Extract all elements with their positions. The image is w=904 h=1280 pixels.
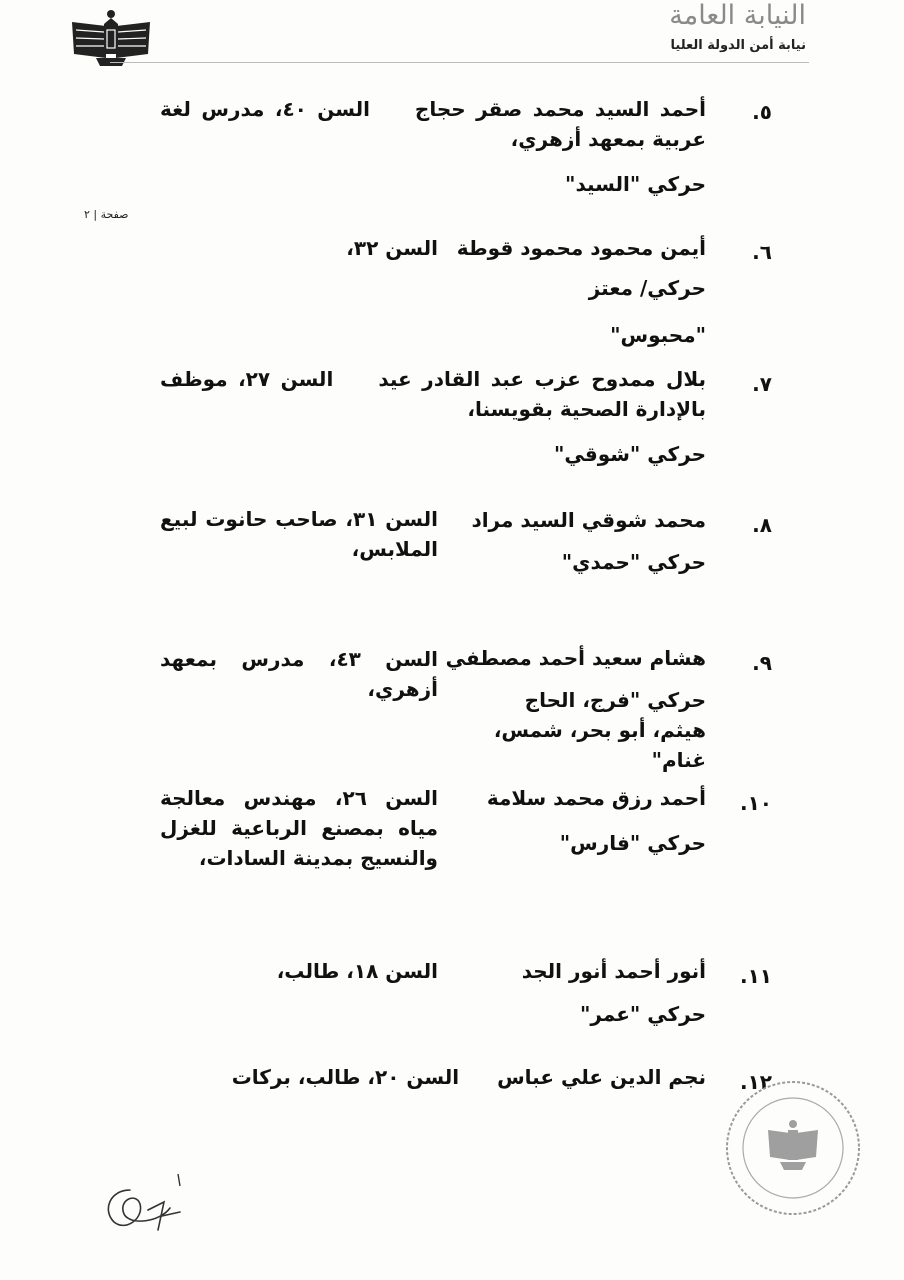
- page-number: صفحة | ٢: [84, 208, 129, 221]
- entry-description: السن ٣١، صاحب حانوت لبيع الملابس،: [160, 507, 438, 561]
- entry-number: ٥.: [752, 100, 772, 124]
- entry-alias: حركي "شوقي": [553, 442, 706, 466]
- entry-description: السن ٢٧، موظف بالإدارة الصحية بقويسنا،: [160, 367, 706, 421]
- entry-description: السن ١٨، طالب،: [276, 959, 438, 983]
- entry-number: ٧.: [752, 372, 772, 396]
- entry-name-desc: [160, 94, 706, 154]
- entry-alias: حركي "السيد": [565, 172, 706, 196]
- entry-name: نجم الدين علي عباس: [497, 1065, 706, 1089]
- entry-name-desc: [160, 364, 706, 424]
- entry-name: أحمد رزق محمد سلامة: [486, 786, 706, 810]
- entry-number: ١٠.: [739, 791, 772, 815]
- entry-number: ١١.: [739, 964, 772, 988]
- entry-number: ٦.: [752, 240, 772, 264]
- entry-name: بلال ممدوح عزب عبد القادر عيد: [378, 367, 707, 391]
- entry-number: ١٢.: [739, 1070, 772, 1094]
- handwritten-signature: [100, 1170, 210, 1240]
- header-subtitle: نيابة أمن الدولة العليا: [670, 38, 806, 53]
- header-title: النيابة العامة: [669, 0, 806, 31]
- entry-alias: حركي "فارس": [559, 831, 706, 855]
- entry-description: السن ٤٠، مدرس لغة عربية بمعهد أزهري،: [160, 97, 706, 151]
- entry-alias-note: "محبوس": [610, 323, 706, 347]
- entry-alias: حركي/ معتز: [588, 276, 706, 300]
- entry-alias: حركي "حمدي": [561, 550, 706, 574]
- entry-description: السن ٢٠، طالب، بركات: [231, 1065, 460, 1089]
- entry-description: السن ٤٣، مدرس بمعهد أزهري،: [160, 647, 438, 701]
- header-divider: [110, 62, 809, 63]
- entry-name: أيمن محمود محمود قوطة: [456, 236, 706, 260]
- entry-alias: حركي "عمر": [579, 1002, 706, 1026]
- entry-name: أنور أحمد أنور الجد: [521, 959, 706, 983]
- entry-number: ٨.: [752, 513, 772, 537]
- entry-name-desc: [160, 1062, 706, 1092]
- entry-description: السن ٢٦، مهندس معالجة مياه بمصنع الرباعية للغزل والنسيج بمدينة السادات،: [160, 786, 438, 870]
- entry-description: السن ٣٢،: [346, 236, 438, 260]
- entry-name: محمد شوقي السيد مراد: [471, 508, 706, 532]
- entry-name: أحمد السيد محمد صقر حجاج: [414, 97, 706, 121]
- entry-name: هشام سعيد أحمد مصطفي: [445, 646, 706, 670]
- entry-number: ٩.: [752, 651, 772, 675]
- egypt-eagle-emblem: [70, 8, 152, 70]
- official-stamp-seal: [718, 1068, 868, 1228]
- entry-alias: حركي "فرج، الحاج هيثم، أبو بحر، شمس، غنام": [493, 688, 706, 772]
